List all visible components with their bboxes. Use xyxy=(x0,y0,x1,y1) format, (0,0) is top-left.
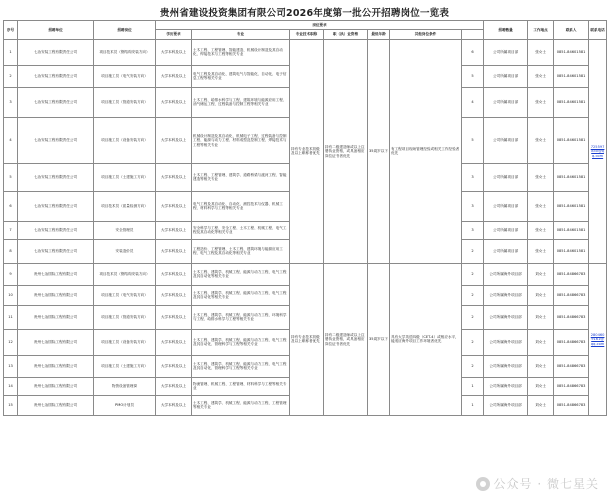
cell-location: 公司所属项目部 xyxy=(484,163,528,191)
cell-unit: 贵州七冶国际工程有限公司 xyxy=(18,355,94,377)
cell-location: 公司所属海外项目部 xyxy=(484,285,528,305)
cell-phone: 0851-84601581 xyxy=(554,191,589,221)
cell-phone: 0851-84601581 xyxy=(554,239,589,263)
header-education: 学历要求 xyxy=(156,30,192,39)
cell-location: 公司所属项目部 xyxy=(484,87,528,117)
header-count: 招聘数量 xyxy=(484,21,528,40)
cell-phone: 0851-84866783 xyxy=(554,377,589,395)
cell-location: 公司所属海外项目部 xyxy=(484,355,528,377)
cell-seq: 15 xyxy=(4,395,18,415)
cell-seq: 5 xyxy=(4,163,18,191)
cell-qualification: 持有二级建造师或以上注册执业资格，或具备相应岗位证书者优先 xyxy=(324,263,368,415)
cell-seq: 7 xyxy=(4,221,18,239)
header-contact: 联系人 xyxy=(554,21,589,40)
cell-education: 大学本科及以上 xyxy=(156,39,192,65)
cell-contact: 张女士 xyxy=(528,221,554,239)
cell-major: 土木工程、建筑学、机械工程、能源与动力工程、环境科学与工程、给排水科学与工程等相关专业 xyxy=(192,305,290,329)
cell-major: 土木工程、建筑学、机械工程、能源与动力工程、电气工程及其自动化等相关专业 xyxy=(192,285,290,305)
cell-count: 5 xyxy=(462,65,484,87)
header-other: 其他岗位条件 xyxy=(390,30,462,39)
cell-contact: 刘女士 xyxy=(528,395,554,415)
cell-unit: 七冶安装工程有限责任公司 xyxy=(18,87,94,117)
cell-major: 工程造价、工程管理、土木工程、建筑环境与能源应用工程、电气工程及其自动化等相关专业 xyxy=(192,239,290,263)
cell-phone: 0851-84866783 xyxy=(554,395,589,415)
cell-email[interactable]: 725597850@qq.com xyxy=(589,39,607,263)
cell-major: 土木工程、给排水科学与工程、建筑环境与能源应用工程、油气储运工程、过程装备与控制工程等相关专业 xyxy=(192,87,290,117)
header-seq: 序号 xyxy=(4,21,18,40)
cell-email[interactable]: 2804609161@qq.com xyxy=(589,263,607,415)
cell-phone: 0851-84866783 xyxy=(554,285,589,305)
cell-unit: 贵州七冶国际工程有限公司 xyxy=(18,305,94,329)
cell-position: 项目施工员（电气安装方向） xyxy=(94,285,156,305)
cell-phone: 0851-84601581 xyxy=(554,87,589,117)
cell-position: 项目施工员（土建施工方向） xyxy=(94,163,156,191)
cell-major: 机械设计制造及其自动化、机械电子工程、过程装备与控制工程、能源与动力工程、材料成型及控制工程、焊接技术与工程等相关专业 xyxy=(192,117,290,163)
cell-count: 5 xyxy=(462,117,484,163)
cell-major: 土木工程、建筑学、机械工程、能源与动力工程、电气工程及其自动化等相关专业 xyxy=(192,263,290,285)
cell-position: 项目技术员（钢结构安装方向） xyxy=(94,263,156,285)
cell-count: 3 xyxy=(462,191,484,221)
cell-location: 公司所属海外项目部 xyxy=(484,377,528,395)
cell-unit: 七冶安装工程有限责任公司 xyxy=(18,39,94,65)
cell-title-req: 持有专业技术初级及以上职称者优先 xyxy=(290,39,324,263)
cell-major: 土木工程、工程管理、智能建造、机械设计制造及其自动化、焊接技术与工程等相关专业 xyxy=(192,39,290,65)
cell-position: 安全管理员 xyxy=(94,221,156,239)
cell-education: 大学本科及以上 xyxy=(156,355,192,377)
cell-phone: 0851-84866783 xyxy=(554,329,589,355)
cell-location: 公司所属项目部 xyxy=(484,39,528,65)
table-row xyxy=(4,39,607,65)
cell-seq: 4 xyxy=(4,117,18,163)
cell-contact: 张女士 xyxy=(528,239,554,263)
watermark xyxy=(476,475,599,492)
cell-position: 项目施工员（设备安装方向） xyxy=(94,117,156,163)
table-body xyxy=(4,39,607,415)
cell-unit: 贵州七冶国际工程有限公司 xyxy=(18,285,94,305)
cell-location: 公司所属海外项目部 xyxy=(484,395,528,415)
header-phone: 联系电话 xyxy=(589,21,607,40)
header-position: 招聘岗位 xyxy=(94,21,156,40)
cell-contact: 张女士 xyxy=(528,163,554,191)
cell-education: 大学本科及以上 xyxy=(156,263,192,285)
cell-education: 大学本科及以上 xyxy=(156,191,192,221)
cell-seq: 6 xyxy=(4,191,18,221)
cell-seq: 1 xyxy=(4,39,18,65)
cell-education: 大学本科及以上 xyxy=(156,87,192,117)
cell-major: 土木工程、建筑学、机械工程、能源与动力工程、电气工程及其自动化、管理科学与工程等相关专业 xyxy=(192,355,290,377)
cell-position: 项目施工员（电气安装方向） xyxy=(94,65,156,87)
cell-education: 大学本科及以上 xyxy=(156,65,192,87)
cell-contact: 刘女士 xyxy=(528,377,554,395)
cell-count: 2 xyxy=(462,305,484,329)
cell-position: PMO计划员 xyxy=(94,395,156,415)
recruitment-table xyxy=(3,20,607,416)
cell-count: 1 xyxy=(462,395,484,415)
cell-education: 大学本科及以上 xyxy=(156,285,192,305)
cell-unit: 七冶安装工程有限责任公司 xyxy=(18,239,94,263)
cell-location: 公司所属海外项目部 xyxy=(484,329,528,355)
cell-title-req: 持有专业技术初级及以上职称者优先 xyxy=(290,263,324,415)
header-age: 最低年龄 xyxy=(368,30,390,39)
cell-major: 土木工程、建筑学、机械工程、能源与动力工程、电气工程及其自动化、管理科学与工程等相关专业 xyxy=(192,329,290,355)
cell-count: 4 xyxy=(462,87,484,117)
cell-education: 大学本科及以上 xyxy=(156,395,192,415)
cell-contact: 张女士 xyxy=(528,191,554,221)
cell-count: 2 xyxy=(462,239,484,263)
cell-unit: 七冶安装工程有限责任公司 xyxy=(18,191,94,221)
wechat-logo-icon xyxy=(476,477,490,491)
cell-location: 公司所属海外项目部 xyxy=(484,305,528,329)
cell-count: 6 xyxy=(462,39,484,65)
cell-phone: 0851-84601581 xyxy=(554,163,589,191)
cell-education: 大学本科及以上 xyxy=(156,377,192,395)
cell-seq: 8 xyxy=(4,239,18,263)
cell-count: 2 xyxy=(462,355,484,377)
cell-count: 3 xyxy=(462,221,484,239)
table-header xyxy=(4,21,607,40)
cell-position: 安装造价员 xyxy=(94,239,156,263)
header-title-req: 专业技术职称 xyxy=(290,30,324,39)
cell-position: 项目技术员（钢结构安装方向） xyxy=(94,39,156,65)
cell-phone: 0851-84601581 xyxy=(554,221,589,239)
cell-unit: 贵州七冶国际工程有限公司 xyxy=(18,263,94,285)
cell-other: 具有大学英语四级（CET-4）或相应水平，能适应海外项目工作环境者优先 xyxy=(390,263,462,415)
header-unit: 招聘单位 xyxy=(18,21,94,40)
cell-age: 35周岁以下 xyxy=(368,39,390,263)
cell-contact: 张女士 xyxy=(528,87,554,117)
cell-education: 大学本科及以上 xyxy=(156,221,192,239)
cell-phone: 0851-84866783 xyxy=(554,355,589,377)
cell-major: 电气工程及其自动化、自动化、测控技术与仪器、机械工程、材料科学与工程等相关专业 xyxy=(192,191,290,221)
header-qualification: 职（执）业资格 xyxy=(324,30,368,39)
cell-unit: 七冶安装工程有限责任公司 xyxy=(18,117,94,163)
cell-phone: 0851-84866783 xyxy=(554,305,589,329)
cell-contact: 刘女士 xyxy=(528,305,554,329)
cell-contact: 刘女士 xyxy=(528,355,554,377)
header-location: 工作地点 xyxy=(528,21,554,40)
cell-phone: 0851-84866783 xyxy=(554,263,589,285)
cell-location: 公司所属项目部 xyxy=(484,239,528,263)
cell-seq: 2 xyxy=(4,65,18,87)
cell-major: 安全科学与工程、安全工程、土木工程、机械工程、电气工程及其自动化等相关专业 xyxy=(192,221,290,239)
cell-education: 大学本科及以上 xyxy=(156,239,192,263)
cell-position: 项目施工员（土建施工方向） xyxy=(94,355,156,377)
cell-unit: 七冶安装工程有限责任公司 xyxy=(18,65,94,87)
header-major: 专业 xyxy=(192,30,290,39)
cell-count: 2 xyxy=(462,263,484,285)
cell-seq: 11 xyxy=(4,305,18,329)
cell-education: 大学本科及以上 xyxy=(156,163,192,191)
cell-seq: 12 xyxy=(4,329,18,355)
cell-education: 大学本科及以上 xyxy=(156,305,192,329)
cell-position: 项目施工员（设备安装方向） xyxy=(94,329,156,355)
cell-unit: 七冶安装工程有限责任公司 xyxy=(18,221,94,239)
cell-unit: 七冶安装工程有限责任公司 xyxy=(18,163,94,191)
cell-count: 2 xyxy=(462,285,484,305)
cell-seq: 14 xyxy=(4,377,18,395)
cell-seq: 10 xyxy=(4,285,18,305)
cell-position: 物资设备管理岗 xyxy=(94,377,156,395)
cell-qualification: 持有二级建造师或以上注册执业资格，或具备相应岗位证书者优先 xyxy=(324,39,368,263)
cell-seq: 9 xyxy=(4,263,18,285)
cell-unit: 贵州七冶国际工程有限公司 xyxy=(18,395,94,415)
cell-contact: 张女士 xyxy=(528,65,554,87)
cell-position: 项目施工员（管道安装方向） xyxy=(94,305,156,329)
cell-location: 公司所属项目部 xyxy=(484,117,528,163)
cell-major: 物流管理、机械工程、工程管理、材料科学与工程等相关专业 xyxy=(192,377,290,395)
cell-contact: 刘女士 xyxy=(528,263,554,285)
cell-contact: 刘女士 xyxy=(528,285,554,305)
cell-location: 公司所属项目部 xyxy=(484,65,528,87)
cell-major: 土木工程、工程管理、建筑学、道路桥梁与渡河工程、智能建造等相关专业 xyxy=(192,163,290,191)
cell-other: 有工程项目现场管理经验或相关工作经验者优先 xyxy=(390,39,462,263)
watermark-text: 公众号 · 微七星关 xyxy=(493,477,599,491)
cell-seq: 13 xyxy=(4,355,18,377)
cell-major: 土木工程、建筑学、机械工程、能源与动力工程、工程管理等相关专业 xyxy=(192,395,290,415)
header-requirements: 岗位要求 xyxy=(156,21,484,30)
cell-contact: 张女士 xyxy=(528,117,554,163)
page-title: 贵州省建设投资集团有限公司2026年度第一批公开招聘岗位一览表 xyxy=(159,8,450,19)
cell-position: 项目技术员（质量检测方向） xyxy=(94,191,156,221)
cell-location: 公司所属项目部 xyxy=(484,191,528,221)
cell-phone: 0851-84601581 xyxy=(554,117,589,163)
cell-location: 公司所属项目部 xyxy=(484,221,528,239)
cell-phone: 0851-84601581 xyxy=(554,39,589,65)
cell-count: 1 xyxy=(462,377,484,395)
cell-unit: 贵州七冶国际工程有限公司 xyxy=(18,329,94,355)
cell-education: 大学本科及以上 xyxy=(156,329,192,355)
cell-count: 3 xyxy=(462,163,484,191)
cell-seq: 3 xyxy=(4,87,18,117)
cell-unit: 贵州七冶国际工程有限公司 xyxy=(18,377,94,395)
cell-contact: 刘女士 xyxy=(528,329,554,355)
table-row xyxy=(4,263,607,285)
cell-position: 项目施工员（管道安装方向） xyxy=(94,87,156,117)
cell-phone: 0851-84601581 xyxy=(554,65,589,87)
cell-contact: 张女士 xyxy=(528,39,554,65)
cell-count: 2 xyxy=(462,329,484,355)
cell-major: 电气工程及其自动化、建筑电气与智能化、自动化、电子信息工程等相关专业 xyxy=(192,65,290,87)
cell-age: 35周岁以下 xyxy=(368,263,390,415)
cell-education: 大学本科及以上 xyxy=(156,117,192,163)
cell-location: 公司所属海外项目部 xyxy=(484,263,528,285)
